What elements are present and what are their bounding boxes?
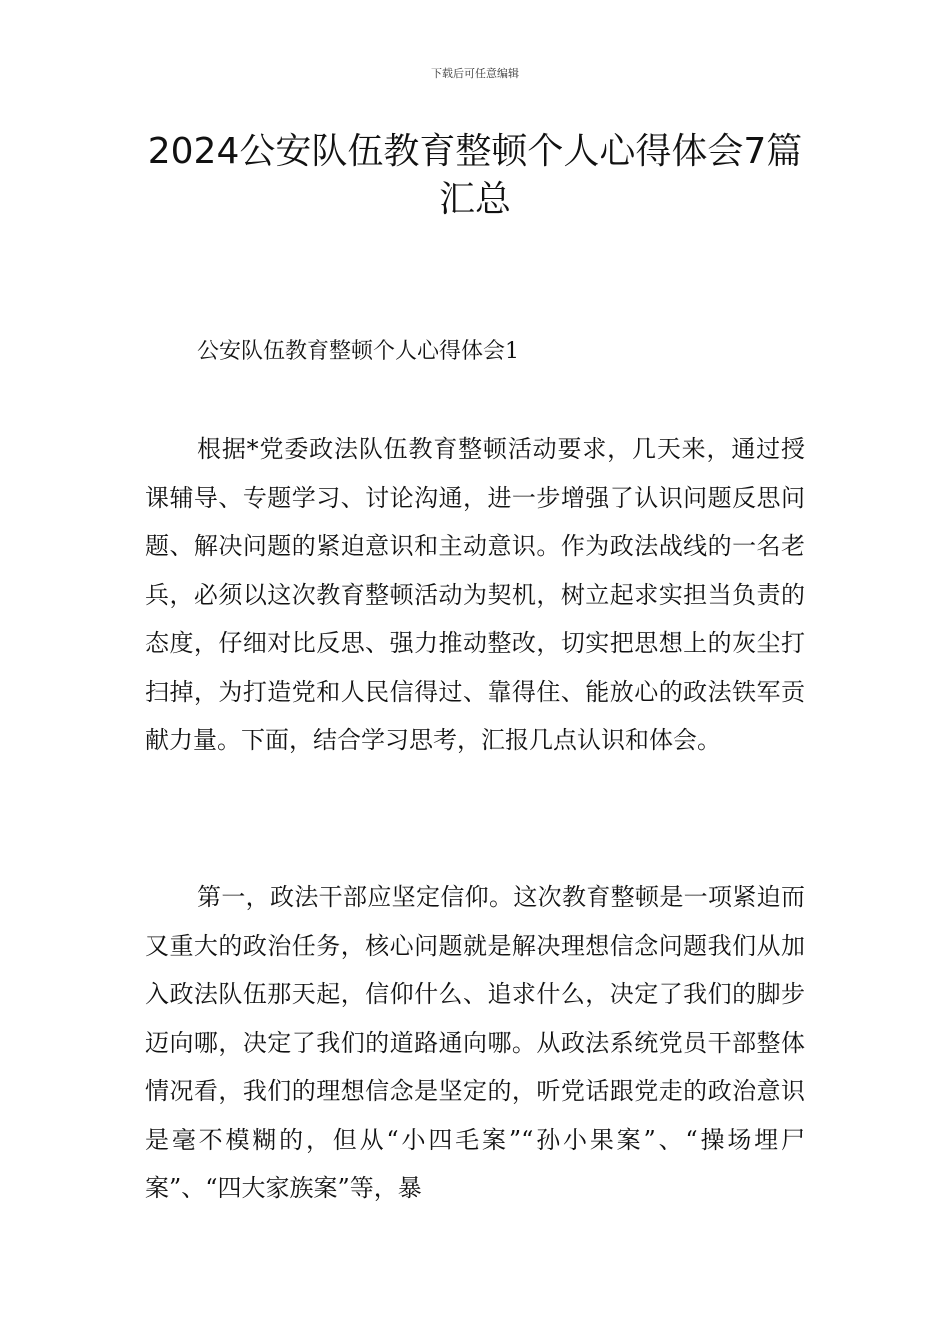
body-paragraph-1: 根据*党委政法队伍教育整顿活动要求，几天来，通过授课辅导、专题学习、讨论沟通，进一步增强了认识问题反思问题、解决问题的紧迫意识和主动意识。作为政法战线的一名老兵，必须以这次教育整顿活动为契机，树立起求实担当负责的态度，仔细对比反思、强力推动整改，切实把思想上的灰尘打扫掉，为打造党和人民信得过、靠得住、能放心的政法铁军贡献力量。下面，结合学习思考，汇报几点认识和体会。	[145, 435, 805, 754]
section-heading: 公安队伍教育整顿个人心得体会1	[197, 339, 519, 364]
document-title: 2024公安队伍教育整顿个人心得体会7篇汇总	[147, 131, 803, 220]
header-note: 下载后可任意编辑	[431, 67, 519, 80]
body-paragraph-2: 第一，政法干部应坚定信仰。这次教育整顿是一项紧迫而又重大的政治任务，核心问题就是解决理想信念问题我们从加入政法队伍那天起，信仰什么、追求什么，决定了我们的脚步迈向哪，决定了我们的道路通向哪。从政法系统党员干部整体情况看，我们的理想信念是坚定的，听党话跟党走的政治意识是毫不模糊的，但从“小四毛案”“孙小果案”、“操场埋尸案”、“四大家族案”等，暴	[145, 883, 805, 1202]
